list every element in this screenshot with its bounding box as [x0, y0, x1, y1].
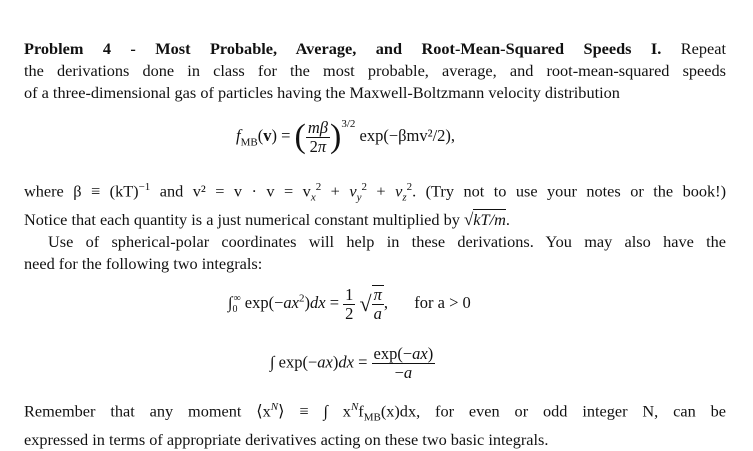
remember-line-1: Remember that any moment $⟨x^N⟩$ ≡ ∫ $x^Nf_{MB}(x)dx$, for even or odd integer N, can be: [24, 401, 726, 424]
problem-intro-tail: Repeat: [680, 39, 726, 58]
notice-text: Notice that each quantity is a just numerical constant multiplied by: [24, 209, 460, 229]
problem-title: Problem 4 - Most Probable, Average, and Root-Mean-Squared Speeds I.: [24, 39, 662, 58]
where-beta: where β ≡ (kT): [24, 181, 139, 201]
remember-integral: ⟩ ≡ ∫ x: [278, 401, 351, 421]
problem-line-1: [24, 38, 726, 60]
remember-tail: (x)dx, for even or odd integer N, can be: [380, 401, 726, 421]
gaussian-integral: $\int_0^\infty$ $\exp(-ax^2)dx$ = $\frac{1}{2}$ √ $\frac{\pi}{a}$ , for a > 0: [228, 284, 471, 324]
spherical-line-2: need for the following two integrals:: [24, 253, 263, 273]
remember-line-2: expressed in terms of appropriate derivatives acting on these two basic integrals.: [24, 429, 549, 449]
where-note: (Try not to use your notes or the book!): [425, 181, 726, 201]
remember-f: f: [358, 401, 364, 421]
spherical-line-1: Use of spherical-polar coordinates will help in these derivations. You may also have the: [48, 231, 726, 251]
mb-exp-term: exp(−βmv²/2),: [359, 126, 456, 145]
remember-moment: Remember that any moment ⟨x: [24, 401, 271, 421]
problem-intro: [24, 38, 726, 104]
definitions-paragraph: [24, 176, 726, 275]
problem-line-2: the derivations done in class for the most probable, average, and root-mean-squared speeds: [24, 61, 726, 80]
exponential-integral: ∫ exp(−ax)dx = $\frac{\exp(-ax)}{-a}$: [270, 344, 434, 383]
integral-condition: for a > 0: [414, 292, 471, 312]
where-line: where β ≡ (kT)$^{-1}$ and $v^2 = v \cdot v = v_x^2 + v_y^2 + v_z^2$. (Try not to use your notes or the book!): [24, 181, 726, 204]
where-v: and v² = v · v = v: [159, 181, 311, 201]
mb-distribution-equation: $f_{MB}(v)$ = ( $\frac{m\beta}{2\pi}$ )$^{3/2}$ exp(−βmv²/2),: [236, 117, 456, 156]
remember-paragraph: [24, 396, 726, 451]
notice-line: Notice that each quantity is a just numerical constant multiplied by √kT/m.: [24, 209, 510, 229]
mb-exponent: 3/2: [341, 118, 356, 130]
problem-line-3: of a three-dimensional gas of particles having the Maxwell-Boltzmann velocity distribution: [24, 83, 620, 102]
